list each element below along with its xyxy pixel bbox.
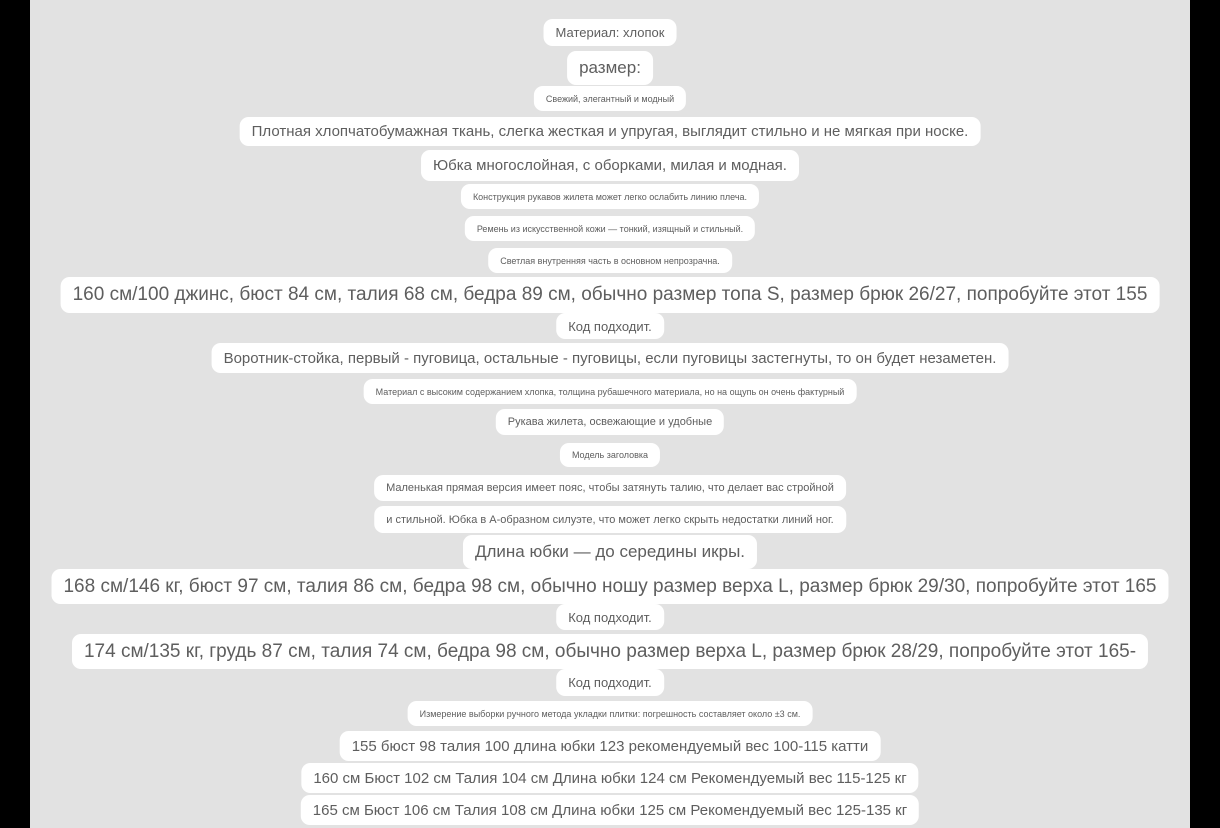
- text-line: Конструкция рукавов жилета может легко ослабить линию плеча.: [461, 184, 759, 209]
- text-line: Модель заголовка: [560, 443, 660, 467]
- text-line: 165 см Бюст 106 см Талия 108 см Длина юбки 125 см Рекомендуемый вес 125-135 кг: [301, 795, 919, 825]
- text-line: 160 см/100 джинс, бюст 84 см, талия 68 см, бедра 89 см, обычно размер топа S, размер брюк 26/27, попробуйте этот 155: [61, 277, 1160, 313]
- text-line: Материал с высоким содержанием хлопка, толщина рубашечного материала, но на ощупь он очень фактурный: [364, 379, 857, 404]
- text-line: и стильной. Юбка в А-образном силуэте, что может легко скрыть недостатки линий ног.: [374, 506, 846, 533]
- text-line: 160 см Бюст 102 см Талия 104 см Длина юбки 124 см Рекомендуемый вес 115-125 кг: [301, 763, 918, 793]
- text-line: 168 см/146 кг, бюст 97 см, талия 86 см, бедра 98 см, обычно ношу размер верха L, размер брюк 29/30, попробуйте этот 165: [51, 569, 1168, 604]
- text-line: Код подходит.: [556, 313, 664, 339]
- text-line: Код подходит.: [556, 669, 664, 696]
- text-line: 155 бюст 98 талия 100 длина юбки 123 рекомендуемый вес 100-115 катти: [340, 731, 881, 761]
- text-line: 174 см/135 кг, грудь 87 см, талия 74 см, бедра 98 см, обычно размер верха L, размер брюк 28/29, попробуйте этот 165-: [72, 634, 1148, 669]
- text-line: Юбка многослойная, с оборками, милая и модная.: [421, 150, 799, 181]
- text-line: Ремень из искусственной кожи — тонкий, изящный и стильный.: [465, 216, 755, 241]
- text-line: Рукава жилета, освежающие и удобные: [496, 409, 724, 435]
- text-line: Маленькая прямая версия имеет пояс, чтобы затянуть талию, что делает вас стройной: [374, 475, 846, 501]
- text-line: Длина юбки — до середины икры.: [463, 535, 757, 569]
- text-line: Воротник-стойка, первый - пуговица, остальные - пуговицы, если пуговицы застегнуты, то он будет незаметен.: [212, 343, 1009, 373]
- text-line: Измерение выборки ручного метода укладки плитки: погрешность составляет около ±3 см.: [408, 701, 813, 726]
- product-description-panel: [30, 0, 1190, 828]
- text-line: Плотная хлопчатобумажная ткань, слегка жесткая и упругая, выглядит стильно и не мягкая при носке.: [240, 117, 981, 146]
- text-line: размер:: [567, 51, 653, 85]
- text-line: Код подходит.: [556, 604, 664, 630]
- text-line: Материал: хлопок: [544, 19, 677, 46]
- text-line: Свежий, элегантный и модный: [534, 86, 686, 111]
- text-line: Светлая внутренняя часть в основном непрозрачна.: [488, 248, 732, 273]
